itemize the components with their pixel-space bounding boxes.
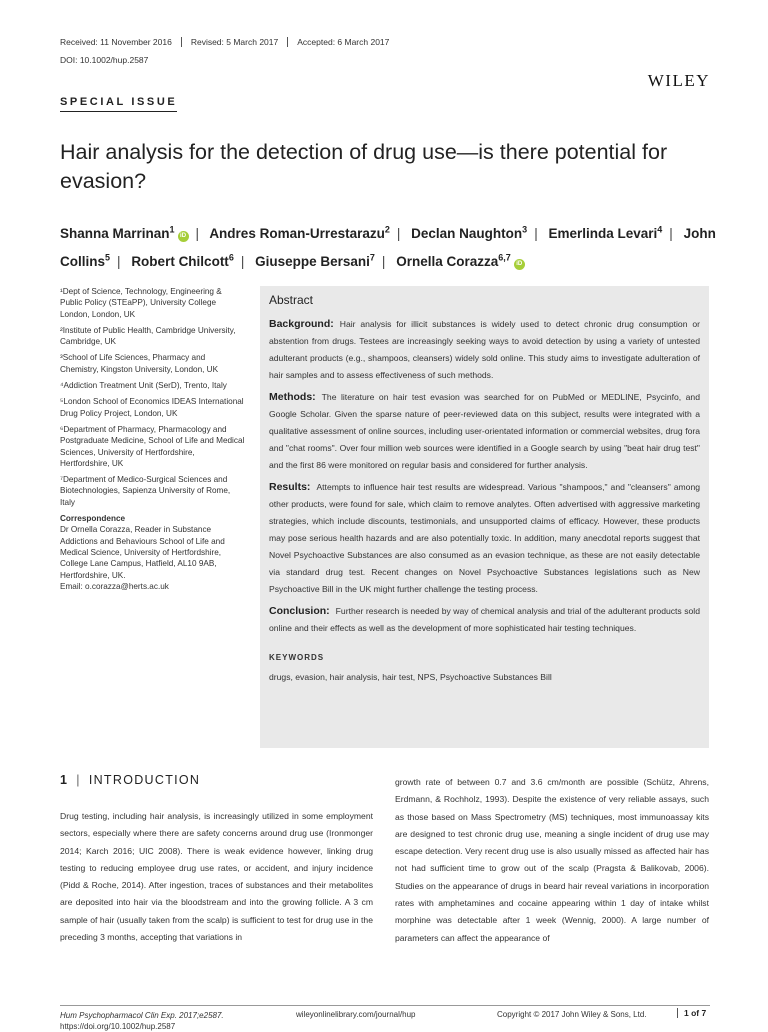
footer-copyright: Copyright © 2017 John Wiley & Sons, Ltd. <box>497 1010 647 1019</box>
body-column-left: Drug testing, including hair analysis, is increasingly utilized in some employment sectors, especially where there are safety concerns around drug use (Ironmonger 2014; Karch 2016; UIC 2008). There is weak evidence however, linking drug testing to reducing employee drug use rates, or accident, and injury incidence (Pidd & Roche, 2014). After ingestion, traces of substances and their metabolites are deposited into hair via the bloodstream and into the growing follicle. A 3 cm sample of hair (usually taken from the scalp) is sufficient to test for drug use in the preceding 3 months, accepting that variations in <box>60 811 373 943</box>
author[interactable]: Declan Naughton$^3$ <box>411 224 528 241</box>
abstract-results: Results: Attempts to influence hair test results are widespread. Various "shampoos," and "cleansers" among other products, were found for sale, which claim to remove analytes. Often advertised with aggressive marketing strategies, which include discounts, testimonials, and unsupported claims of efficacy. However, these products may pose serious health hazards and are also potentially toxic. In addition, many anecdotal reports suggest that Novel Psychoactive Substances are also consumed as an evasion technique, as these are not easily detectable via standard drug test. Recent changes on Novel Psychoactive Substances legislations such as New Psychoactive Bill in the UK might further challenge the testing process. <box>269 481 700 594</box>
footer-journal-link[interactable]: wileyonlinelibrary.com/journal/hup <box>296 1010 416 1019</box>
author[interactable]: Ornella Corazza$^{6,7}$iD <box>396 254 525 269</box>
keywords: drugs, evasion, hair analysis, hair test, NPS, Psychoactive Substances Bill <box>269 672 552 682</box>
abstract-heading: Abstract <box>269 293 314 307</box>
author[interactable]: Robert Chilcott$^6$ <box>131 252 234 269</box>
revised-date: Revised: 5 March 2017 <box>182 37 288 47</box>
affiliation: ⁵London School of Economics IDEAS International Drug Policy Project, London, UK <box>60 397 244 418</box>
affiliation: ³School of Life Sciences, Pharmacy and Chemistry, Kingston University, London, UK <box>60 353 219 374</box>
body-column-right: growth rate of between 0.7 and 3.6 cm/month are possible (Schütz, Ahrens, Erdmann, & Rochholz, 1993). Despite the existence of very reliable assays, such as those based on Mass Spectrometry (MS) techniques, most immunoassay kits are designed to test chronic drug use, meaning a single incident of drug use may escape detection. Very recent drug use is also usually missed as affected hair has not had sufficient time to grow out of the scalp (Pragsta & Balikovab, 2006). Studies on the appearance of drugs in beard hair reveal variations in incorporation rates with amphetamines and cocaine appearing within 1 day of intake whilst morphine was detectable after 1 week (Wennig, 2000). A large number of parameters can affect the appearance of <box>395 777 709 943</box>
footer-divider <box>60 1005 710 1006</box>
affiliation: ⁷Department of Medico-Surgical Sciences and Biotechnologies, Sapienza University of Rome, Italy <box>60 475 231 507</box>
abstract-methods: Methods: The literature on hair test evasion was searched for on PubMed or MEDLINE, Psycinfo, and Google Scholar. Given the sparse nature of peer-reviewed data on this subject, results were integrated with a qualitative assessment of online sources, including user-orientated information or commercial websites, drug fora and "chat rooms". Over four million web sources were identified in a Google search by using "beat hair drug test" and the first 86 were monitored on regular basis and considered for further analysis. <box>269 391 700 470</box>
affiliation: ²Institute of Public Health, Cambridge University, Cambridge, UK <box>60 325 236 347</box>
author[interactable]: Emerlinda Levari$^4$ <box>548 224 663 241</box>
article-dates <box>60 37 398 47</box>
affiliations <box>60 286 245 592</box>
affiliation: ⁶Department of Pharmacy, Pharmacology and Postgraduate Medicine, School of Life and Medical Sciences, University of Hertfordshire, Hertfordshire, UK <box>60 424 245 468</box>
section-heading-introduction: 1 | INTRODUCTION <box>60 773 201 787</box>
keywords-heading: KEYWORDS <box>269 653 325 662</box>
author[interactable]: John Collins$^5$ <box>60 225 716 269</box>
footer-citation: Hum Psychopharmacol Clin Exp. 2017;e2587. https://doi.org/10.1002/hup.2587 <box>60 1011 224 1031</box>
author[interactable]: Shanna Marrinan$^1$iD <box>60 226 189 241</box>
orcid-icon[interactable]: iD <box>514 259 525 270</box>
article-title: Hair analysis for the detection of drug use—is there potential for evasion? <box>60 140 668 193</box>
footer-doi-link[interactable]: https://doi.org/10.1002/hup.2587 <box>60 1022 176 1031</box>
doi[interactable]: DOI: 10.1002/hup.2587 <box>60 55 149 65</box>
accepted-date: Accepted: 6 March 2017 <box>297 37 390 47</box>
correspondence-heading: Correspondence <box>60 514 126 524</box>
abstract-conclusion: Conclusion: Further research is needed by way of chemical analysis and trial of the adulterant products sold online and their effects as well as the development of more sophisticated hair testing techniques. <box>269 605 700 633</box>
abstract-box <box>260 286 709 748</box>
affiliation: ¹Dept of Science, Technology, Engineering & Public Policy (STEaPP), University College London, London, UK <box>60 287 222 319</box>
section-label: SPECIAL ISSUE <box>60 96 177 112</box>
author[interactable]: Giuseppe Bersani$^7$ <box>255 252 375 269</box>
author[interactable]: Andres Roman-Urrestarazu$^2$ <box>209 224 390 241</box>
affiliation: ⁴Addiction Treatment Unit (SerD), Trento, Italy <box>60 381 227 391</box>
abstract-background: Background: Hair analysis for illicit substances is widely used to detect chronic drug consumption or abstention from drugs. Testees are increasingly seeking ways to avoid detection by using a variety of untested adulterant products (e.g., shampoos, cleansers) widely sold online. This study aims to investigate adulteration of hair samples and to assess effectiveness of such methods. <box>269 318 700 380</box>
correspondence-email[interactable]: Email: o.corazza@herts.ac.uk <box>60 581 169 591</box>
orcid-icon[interactable]: iD <box>178 231 189 242</box>
author-list: Shanna Marrinan$^1$iD | Andres Roman-Urrestarazu$^2$ | Declan Naughton$^3$ | Emerlinda Levari$^4$ | John Collins$^5$ | Robert Chilcott$^6$ | Giuseppe Bersani$^7$ | Ornella Corazza$^{6,7}$iD <box>60 224 716 269</box>
publisher-logo: WILEY <box>647 71 710 90</box>
received-date: Received: 11 November 2016 <box>60 37 182 47</box>
correspondence-address: Dr Ornella Corazza, Reader in Substance Addictions and Behaviours School of Life and Medical Science, University of Hertfordshire, College Lane Campus, Hatfield, AL10 9AB, Hertfordshire, UK. <box>60 525 225 580</box>
page-number: 1 of 7 <box>677 1008 706 1018</box>
